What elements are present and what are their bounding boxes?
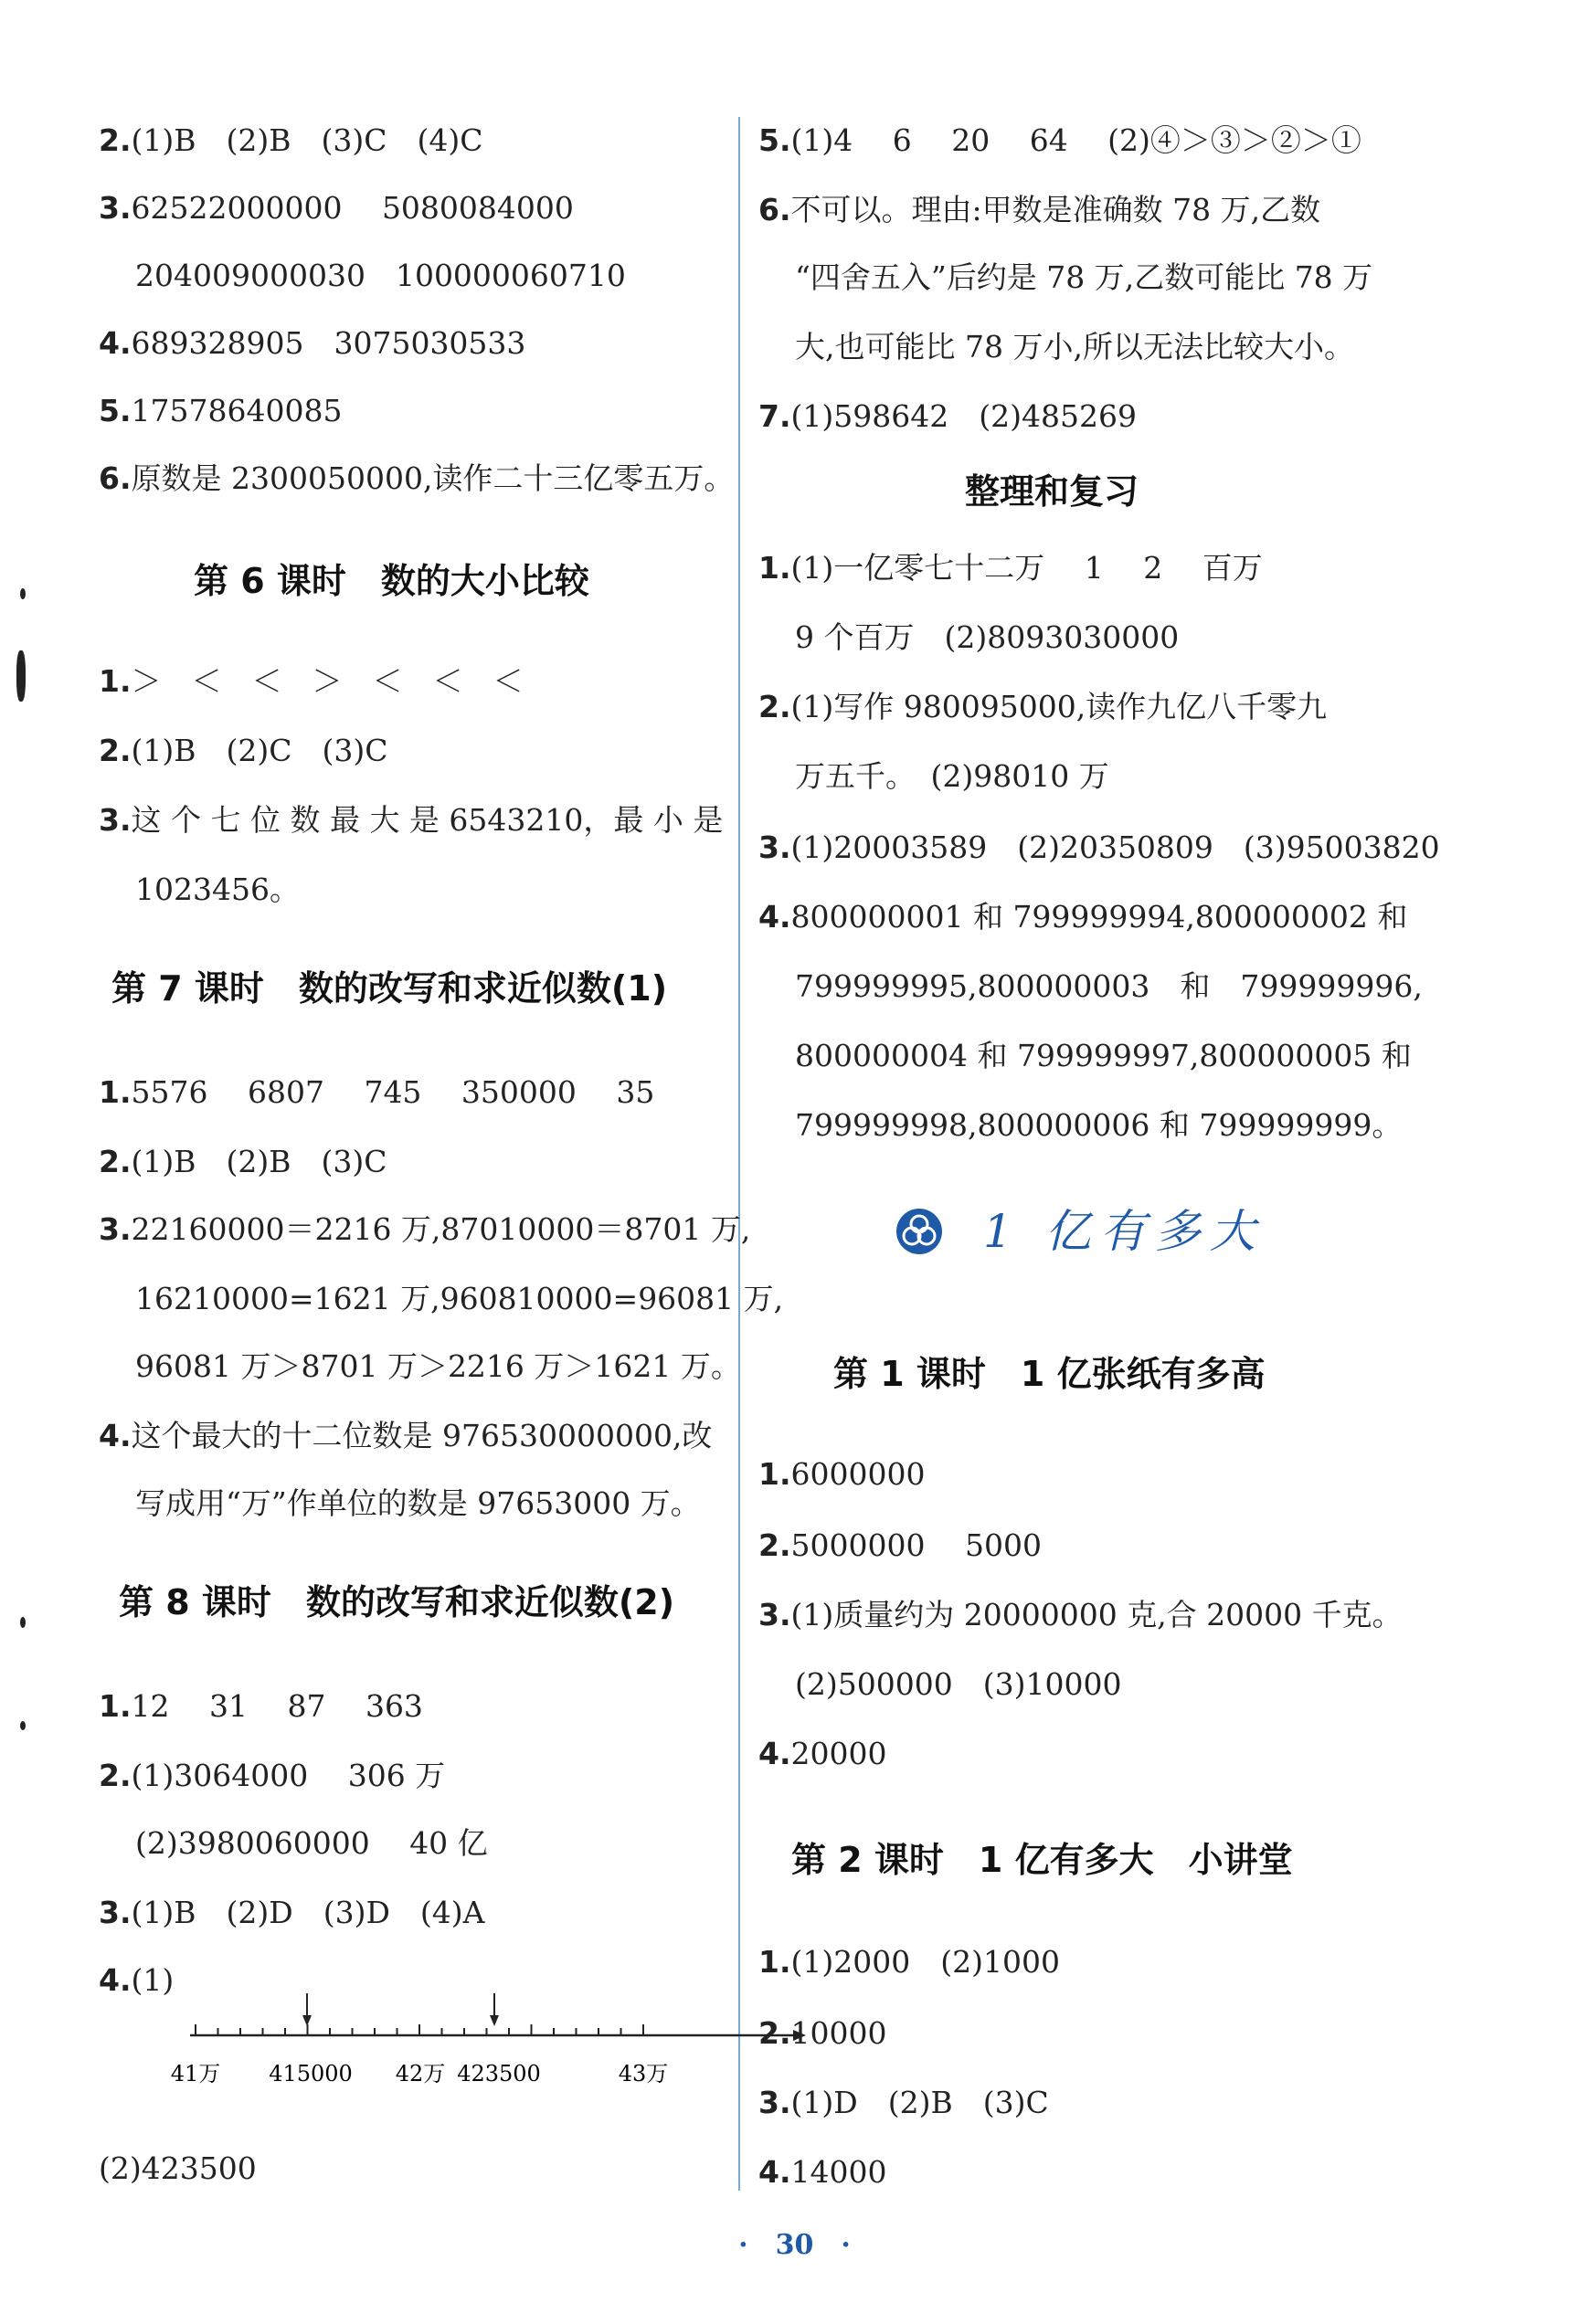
unit-title xyxy=(895,1204,1265,1259)
answer-line: 1.(1)2000 (2)1000 xyxy=(758,1944,1060,1980)
answer-line: 204009000030 100000060710 xyxy=(135,258,626,293)
answer-line: 16210000=1621 万,960810000=96081 万, xyxy=(135,1281,784,1316)
answer-line: 3.(1)质量约为 20000000 克,合 20000 千克。 xyxy=(758,1597,1403,1632)
answer-line: 3.(1)B (2)D (3)D (4)A xyxy=(99,1895,485,1930)
answer-line: 96081 万＞8701 万＞2216 万＞1621 万。 xyxy=(135,1348,741,1384)
answer-line: 2.5000000 5000 xyxy=(758,1527,1042,1563)
answer-line: “四舍五入”后约是 78 万,乙数可能比 78 万 xyxy=(795,259,1373,295)
answer-line: 1.＞ ＜ ＜ ＞ ＜ ＜ ＜ xyxy=(99,663,524,699)
answer-line: 4.800000001 和 799999994,800000002 和 xyxy=(758,899,1408,935)
answer-line: 1.5576 6807 745 350000 35 xyxy=(99,1074,655,1110)
answer-line: (2)423500 xyxy=(99,2150,257,2186)
answer-line: 2.(1)B (2)B (3)C xyxy=(99,1144,387,1179)
answer-line: 大,也可能比 78 万小,所以无法比较大小。 xyxy=(795,329,1354,364)
unit-emblem-icon xyxy=(895,1208,943,1255)
answer-line: 3.(1)20003589 (2)20350809 (3)95003820 xyxy=(758,829,1440,865)
answer-line: 800000004 和 799999997,800000005 和 xyxy=(795,1038,1412,1073)
tick-label: 41万 xyxy=(170,2061,221,2086)
answer-line: (2)3980060000 40 亿 xyxy=(135,1825,488,1861)
scan-speck xyxy=(20,1617,26,1628)
down-arrow-icon xyxy=(302,1993,312,2026)
tick-label: 43万 xyxy=(618,2061,669,2086)
section-heading: 第 6 课时 数的大小比较 xyxy=(194,561,589,601)
down-arrow-icon xyxy=(490,1993,499,2026)
answer-line: 2.(1)写作 980095000,读作九亿八千零九 xyxy=(758,689,1328,724)
answer-line: 1.12 31 87 363 xyxy=(99,1688,423,1724)
answer-line: 1.(1)一亿零七十二万 1 2 百万 xyxy=(758,550,1263,586)
answer-line: 7.(1)598642 (2)485269 xyxy=(758,398,1137,434)
scan-speck xyxy=(20,588,26,599)
answer-line: 2.(1)B (2)B (3)C (4)C xyxy=(99,122,483,158)
answer-line: 1.6000000 xyxy=(758,1456,926,1492)
answer-line: 799999998,800000006 和 799999999。 xyxy=(795,1107,1403,1143)
page-number: · 30 · xyxy=(738,2229,851,2261)
section-heading: 第 1 课时 1 亿张纸有多高 xyxy=(833,1354,1266,1394)
answer-line: 1023456。 xyxy=(135,872,300,907)
answer-line: 2.(1)3064000 306 万 xyxy=(99,1758,446,1793)
answer-line: 799999995,800000003 和 799999996, xyxy=(795,968,1423,1004)
answer-line: 5.17578640085 xyxy=(99,393,343,428)
answer-line: 2.(1)B (2)C (3)C xyxy=(99,733,388,768)
answer-line: 9 个百万 (2)8093030000 xyxy=(795,619,1180,655)
section-heading: 整理和复习 xyxy=(965,471,1139,512)
column-divider xyxy=(738,117,740,2191)
answer-line: 4.689328905 3075030533 xyxy=(99,325,526,361)
answer-line: 3.62522000000 5080084000 xyxy=(99,190,574,226)
scan-speck xyxy=(16,650,26,702)
answer-line: 3.(1)D (2)B (3)C xyxy=(758,2085,1049,2120)
scan-speck xyxy=(20,1721,26,1730)
section-heading: 第 8 课时 数的改写和求近似数(2) xyxy=(119,1582,675,1622)
tick-label: 415000 xyxy=(269,2061,353,2086)
tick-label: 423500 xyxy=(457,2061,541,2086)
answer-line: 4.(1) xyxy=(99,1962,175,1998)
answer-line: (2)500000 (3)10000 xyxy=(795,1666,1122,1702)
number-line xyxy=(170,1991,821,2092)
tick-label: 42万 xyxy=(395,2061,446,2086)
section-heading: 第 2 课时 1 亿有多大 小讲堂 xyxy=(791,1840,1293,1880)
answer-line: 4.这个最大的十二位数是 976530000000,改 xyxy=(99,1418,713,1453)
answer-line: 6.原数是 2300050000,读作二十三亿零五万。 xyxy=(99,460,735,496)
answer-line: 5.(1)4 6 20 64 (2)④＞③＞②＞① xyxy=(758,122,1361,158)
answer-line: 4.20000 xyxy=(758,1736,887,1771)
answer-line: 6.不可以。理由:甲数是准确数 78 万,乙数 xyxy=(758,192,1321,227)
answer-line: 2.10000 xyxy=(758,2015,887,2051)
answer-line: 万五千。 (2)98010 万 xyxy=(795,758,1109,794)
unit-title-text: 1 亿有多大 xyxy=(983,1205,1265,1258)
answer-line: 3.这 个 七 位 数 最 大 是 6543210，最 小 是 xyxy=(99,802,724,838)
answer-line: 写成用“万”作单位的数是 97653000 万。 xyxy=(135,1485,701,1521)
answer-line: 3.22160000＝2216 万,87010000＝8701 万, xyxy=(99,1211,751,1247)
section-heading: 第 7 课时 数的改写和求近似数(1) xyxy=(111,968,668,1009)
answer-line: 4.14000 xyxy=(758,2154,887,2190)
